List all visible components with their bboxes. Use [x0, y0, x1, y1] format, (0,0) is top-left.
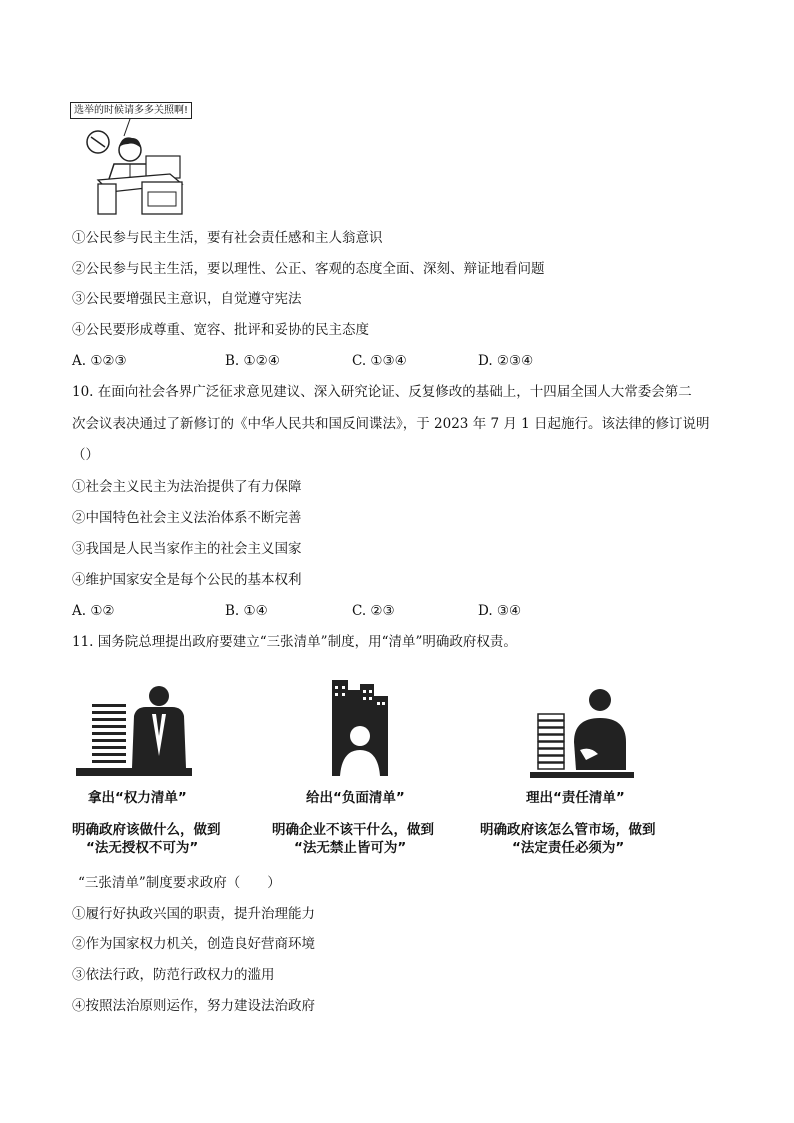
official-organizing-list-icon: [478, 676, 678, 786]
q11-item-2: ②作为国家权力机关，创造良好营商环境: [72, 936, 315, 952]
panel-1-desc-line2: “法无授权不可为”: [86, 840, 199, 856]
q10-stem-line2: 次会议表决通过了新修订的《中华人民共和国反间谍法》，于 2023 年 7 月 1 日起施行。该法律的修订说明: [72, 416, 710, 432]
q9-option-a[interactable]: A. ①②③: [72, 353, 127, 369]
enterprise-building-icon: [272, 676, 472, 786]
panel-2-caption: 给出“负面清单”: [306, 790, 405, 806]
panel-responsibility-list: [478, 676, 678, 861]
panel-negative-list: [272, 676, 472, 861]
q10-stem-line1: 10. 在面向社会各界广泛征求意见建议、深入研究论证、反复修改的基础上，十四届全国人大常委会第二: [72, 384, 692, 400]
panel-2-desc-line2: “法无禁止皆可为”: [294, 840, 407, 856]
q11-item-4: ④按照法治原则运作，努力建设法治政府: [72, 998, 315, 1014]
q10-item-3: ③我国是人民当家作主的社会主义国家: [72, 541, 302, 557]
q9-item-4: ④公民要形成尊重、宽容、批评和妥协的民主态度: [72, 322, 369, 338]
q9-item-2: ②公民参与民主生活，要以理性、公正、客观的态度全面、深刻、辩证地看问题: [72, 261, 545, 277]
q9-item-3: ③公民要增强民主意识，自觉遵守宪法: [72, 291, 302, 307]
election-cartoon: [70, 102, 204, 220]
panel-3-desc-line2: “法定责任必须为”: [512, 840, 625, 856]
panel-2-desc-line1: 明确企业不该干什么，做到: [272, 822, 434, 838]
q9-item-1: ①公民参与民主生活，要有社会责任感和主人翁意识: [72, 230, 383, 246]
q11-question: “三张清单”制度要求政府（ ）: [78, 875, 281, 891]
official-with-list-icon: [72, 676, 272, 786]
q11-stem: 11. 国务院总理提出政府要建立“三张清单”制度，用“清单”明确政府权责。: [72, 634, 517, 650]
q9-option-b[interactable]: B. ①②④: [225, 353, 280, 369]
speech-bubble: 选举的时候请多多关照啊!: [70, 102, 192, 119]
panel-3-desc-line1: 明确政府该怎么管市场，做到: [480, 822, 656, 838]
panel-3-caption: 理出“责任清单”: [526, 790, 625, 806]
q10-option-b[interactable]: B. ①④: [225, 603, 268, 619]
panel-1-desc-line1: 明确政府该做什么，做到: [72, 822, 221, 838]
cartoon-drawing: [70, 102, 204, 220]
q10-option-a[interactable]: A. ①②: [72, 603, 115, 619]
q9-option-d[interactable]: D. ②③④: [478, 353, 534, 369]
q11-item-1: ①履行好执政兴国的职责，提升治理能力: [72, 906, 315, 922]
panel-power-list: [72, 676, 272, 861]
q10-item-1: ①社会主义民主为法治提供了有力保障: [72, 479, 302, 495]
panel-1-caption: 拿出“权力清单”: [88, 790, 187, 806]
q10-stem-line3: （）: [72, 447, 99, 463]
q10-item-2: ②中国特色社会主义法治体系不断完善: [72, 510, 302, 526]
q10-option-d[interactable]: D. ③④: [478, 603, 522, 619]
q10-item-4: ④维护国家安全是每个公民的基本权利: [72, 572, 302, 588]
q11-item-3: ③依法行政，防范行政权力的滥用: [72, 967, 275, 983]
q9-option-c[interactable]: C. ①③④: [352, 353, 407, 369]
q10-option-c[interactable]: C. ②③: [352, 603, 395, 619]
